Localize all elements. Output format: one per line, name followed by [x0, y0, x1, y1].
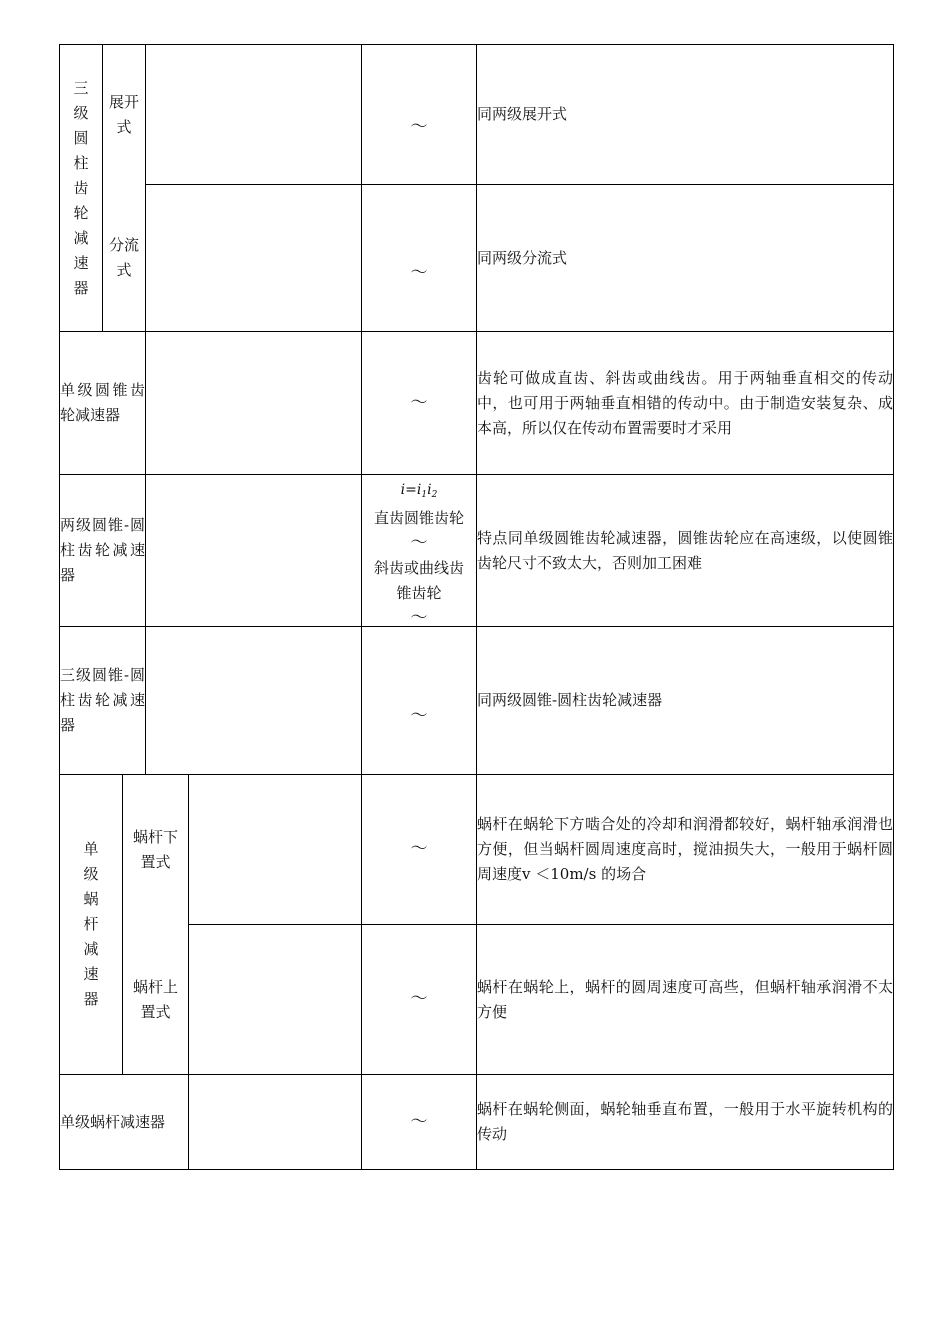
border-right	[893, 44, 894, 1170]
table-cell-subtype: 蜗杆下置式	[132, 827, 178, 871]
ratio-formula: $i=i_1i_2$	[400, 482, 438, 500]
table-cell-type: 两级圆锥-圆柱齿轮减速器	[60, 516, 145, 584]
table-cell-ratio: ～	[410, 262, 428, 283]
table-cell-notes: 蜗杆在蜗轮侧面，蜗轮轴垂直布置，一般用于水平旋转机构的传动	[477, 1100, 893, 1143]
table-cell-type: 三级圆锥-圆柱齿轮减速器	[60, 666, 145, 734]
table-cell-notes: 蜗杆在蜗轮上，蜗杆的圆周速度可高些，但蜗杆轴承润滑不太方便	[477, 977, 893, 1021]
table-cell-notes: 特点同单级圆锥齿轮减速器，圆锥齿轮应在高速级，以使圆锥齿轮尺寸不致太大，否则加工困难	[477, 528, 893, 572]
table-cell-type-group: 单级蜗杆减速器	[83, 840, 99, 1008]
table-cell-subtype: 分流式	[108, 236, 139, 279]
table-cell-notes: 同两级圆锥-圆柱齿轮减速器	[477, 691, 663, 709]
table-cell-ratio: ～	[410, 706, 428, 726]
table-cell-type-group: 三级圆柱齿轮减速器	[73, 78, 89, 297]
table-cell-type: 单级蜗杆减速器	[60, 1112, 166, 1131]
table-cell-subtype: 展开式	[108, 92, 139, 136]
table-cell-notes: 齿轮可做成直齿、斜齿或曲线齿。用于两轴垂直相交的传动中，也可用于两轴垂直相错的传动中。由于制造安装复杂、成本高，所以仅在传动布置需要时才采用	[477, 368, 893, 437]
table-cell-ratio: ～	[410, 392, 428, 413]
table-cell-ratio: ～	[410, 1111, 428, 1132]
column-divider	[188, 774, 189, 1169]
table-cell-ratio: ～	[410, 117, 428, 137]
table-cell-ratio: $i=i_1i_2$ 直齿圆锥齿轮 ～ 斜齿或曲线齿 锥齿轮 ～	[362, 475, 476, 626]
table-cell-notes: 同两级展开式	[477, 105, 568, 123]
column-divider	[145, 44, 146, 774]
table-cell-ratio: ～	[410, 839, 428, 859]
table-cell-type: 单级圆锥齿轮减速器	[60, 381, 145, 424]
table-cell-subtype: 蜗杆上置式	[132, 977, 178, 1021]
table-cell-notes: 同两级分流式	[477, 248, 568, 267]
table-cell-notes: 蜗杆在蜗轮下方啮合处的冷却和润滑都较好，蜗杆轴承润滑也方便，但当蜗杆圆周速度高时，搅油损失大，一般用于蜗杆圆周速度v ＜10m/s 的场合	[477, 815, 893, 883]
table-cell-ratio: ～	[410, 989, 428, 1009]
